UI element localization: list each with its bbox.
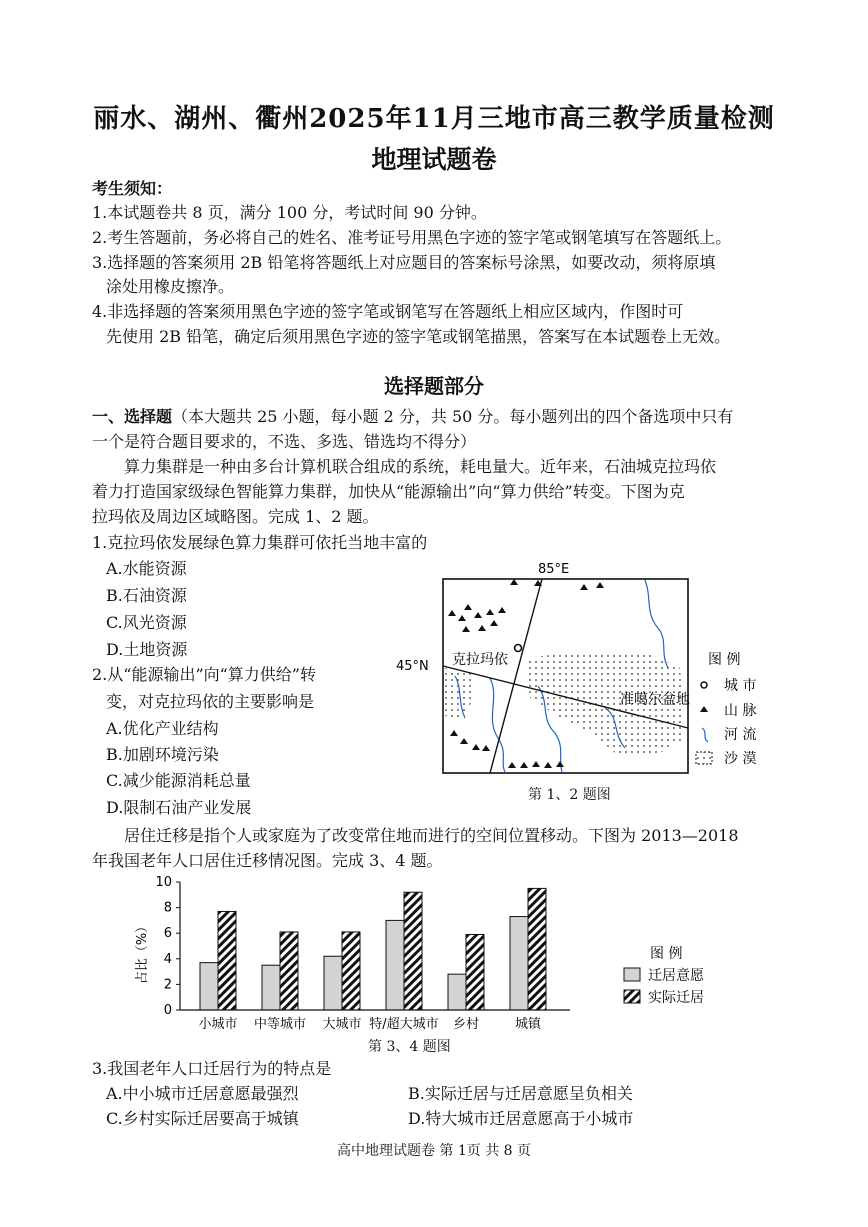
x-tick-label: 大城市: [322, 1017, 362, 1032]
latitude-label: 45°N: [396, 659, 429, 674]
notice-item: 3.选择题的答案须用 2B 铅笔将答题纸上对应题目的答案标号涂黑，如要改动，须将原填: [92, 253, 716, 272]
y-tick-label: 10: [155, 875, 172, 890]
legend-wish-swatch: [624, 968, 640, 981]
map-caption: 第 1、2 题图: [528, 787, 611, 803]
notice-heading: 考生须知：: [92, 179, 173, 198]
notice-item: 4.非选择题的答案须用黑色字迹的签字笔或钢笔写在答题纸上相应区域内，作图时可: [92, 302, 684, 321]
y-tick-label: 8: [163, 900, 172, 916]
part-desc: 一个是符合题目要求的，不选、多选、错选均不得分）: [92, 432, 477, 451]
x-tick-label: 乡村: [452, 1017, 480, 1032]
bar-actual: [280, 932, 298, 1010]
migration-bar-chart: [130, 872, 730, 1040]
legend-city: 城 市: [724, 678, 757, 694]
x-tick-label: 特/超大城市: [369, 1017, 439, 1032]
city-marker: [515, 645, 522, 652]
chart-caption: 第 3、4 题图: [368, 1039, 451, 1055]
page-footer: 高中地理试题卷 第 1页 共 8 页: [336, 1143, 532, 1159]
bar-wish: [448, 974, 466, 1010]
q3-option-c[interactable]: C.乡村实际迁居要高于城镇: [106, 1109, 299, 1128]
bar-wish: [386, 920, 404, 1010]
basin-label: 准噶尔盆地: [620, 692, 690, 708]
legend-river: 河 流: [724, 727, 757, 743]
q3-option-d[interactable]: D.特大城市迁居意愿高于小城市: [408, 1109, 634, 1128]
passage-line: 算力集群是一种由多台计算机联合组成的系统，耗电量大。近年来，石油城克拉玛依: [124, 457, 717, 476]
passage-line: 年我国老年人口居住迁移情况图。完成 3、4 题。: [92, 851, 443, 870]
bar-wish: [262, 965, 280, 1010]
q3-option-b[interactable]: B.实际迁居与迁居意愿呈负相关: [408, 1084, 633, 1103]
legend-actual-swatch: [624, 990, 640, 1003]
longitude-label: 85°E: [538, 562, 570, 577]
chart-legend-title: 图 例: [650, 946, 683, 962]
bar-wish: [510, 917, 528, 1010]
part-heading: [92, 404, 733, 427]
region-map: [390, 558, 790, 808]
passage-line: 着力打造国家级绿色智能算力集群，加快从“能源输出”向“算力供给”转变。下图为克: [92, 482, 685, 501]
notice-item: 先使用 2B 铅笔，确定后须用黑色字迹的签字笔或钢笔描黑，答案写在本试题卷上无效。: [106, 327, 731, 346]
question-2-stem: 变，对克拉玛依的主要影响是: [106, 692, 315, 711]
bar-actual: [218, 911, 236, 1010]
q1-option-d[interactable]: D.土地资源: [106, 640, 188, 659]
q1-option-b[interactable]: B.石油资源: [106, 586, 187, 605]
bar-actual: [528, 888, 546, 1010]
question-2-stem: 2.从“能源输出”向“算力供给”转: [92, 665, 316, 684]
legend-wish-label: 迁居意愿: [648, 968, 704, 984]
legend-actual-label: 实际迁居: [648, 990, 704, 1006]
q2-option-c[interactable]: C.减少能源消耗总量: [106, 771, 251, 790]
q2-option-b[interactable]: B.加剧环境污染: [106, 745, 219, 764]
bar-actual: [466, 934, 484, 1010]
legend-title: 图 例: [708, 652, 741, 668]
question-1-stem: 1.克拉玛依发展绿色算力集群可依托当地丰富的: [92, 533, 428, 552]
y-tick-label: 6: [163, 926, 172, 942]
y-tick-label: 4: [163, 951, 172, 967]
bar-actual: [404, 892, 422, 1010]
passage-line: 拉玛依及周边区域略图。完成 1、2 题。: [92, 507, 379, 526]
legend-river-symbol: [702, 728, 708, 742]
y-tick-label: 0: [163, 1003, 172, 1018]
notice-item: 2.考生答题前，务必将自己的姓名、准考证号用黑色字迹的签字笔或钢笔填写在答题纸上。: [92, 228, 732, 247]
x-tick-label: 小城市: [198, 1017, 238, 1032]
part-desc: （本大题共 25 小题，每小题 2 分，共 50 分。每小题列出的四个备选项中只有: [172, 407, 734, 426]
q2-option-d[interactable]: D.限制石油产业发展: [106, 798, 252, 817]
legend-mountain-symbol: [700, 706, 708, 712]
question-3-stem: 3.我国老年人口迁居行为的特点是: [92, 1059, 332, 1078]
bar-actual: [342, 932, 360, 1010]
part-label: 一、选择题: [92, 407, 173, 426]
exam-subtitle: 地理试题卷: [371, 145, 497, 174]
exam-title: 丽水、湖州、衢州2025年11月三地市高三教学质量检测: [93, 104, 775, 134]
q1-option-c[interactable]: C.风光资源: [106, 613, 187, 632]
x-tick-label: 中等城市: [253, 1017, 307, 1032]
bar-wish: [324, 956, 342, 1010]
notice-item: 1.本试题卷共 8 页，满分 100 分，考试时间 90 分钟。: [92, 203, 487, 222]
legend-desert-symbol: [696, 752, 712, 764]
q2-option-a[interactable]: A.优化产业结构: [106, 719, 219, 738]
legend-desert: 沙 漠: [724, 751, 757, 767]
legend-mountain: 山 脉: [724, 703, 757, 719]
q3-option-a[interactable]: A.中小城市迁居意愿最强烈: [106, 1084, 299, 1103]
q1-option-a[interactable]: A.水能资源: [106, 559, 187, 578]
city-label: 克拉玛依: [452, 652, 508, 668]
legend-city-symbol: [701, 682, 707, 688]
passage-line: 居住迁移是指个人或家庭为了改变常住地而进行的空间位置移动。下图为 2013—2018: [124, 826, 739, 845]
notice-item: 涂处用橡皮擦净。: [106, 277, 235, 296]
x-tick-label: 城镇: [514, 1017, 542, 1032]
section-title: 选择题部分: [384, 374, 484, 398]
bar-wish: [200, 963, 218, 1010]
y-tick-label: 2: [163, 977, 172, 993]
y-axis-label: 占比（%）: [135, 919, 150, 985]
